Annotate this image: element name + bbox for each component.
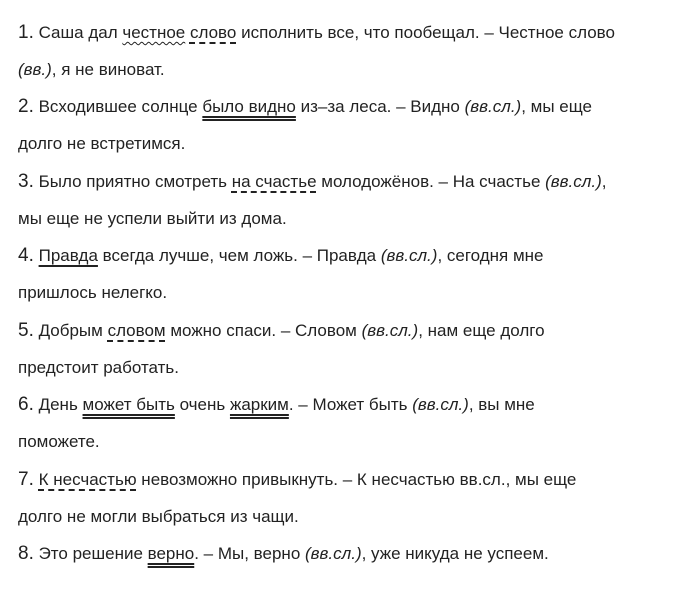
- sentence-text: , уже никуда не успеем.: [361, 544, 549, 563]
- sentence-text: поможете.: [18, 432, 100, 451]
- item-number: 8.: [18, 543, 34, 564]
- sentence-text: , вы мне: [468, 395, 535, 414]
- sentence-text: всегда лучше, чем ложь. – Правда: [97, 246, 381, 265]
- item-number: 6.: [18, 394, 34, 415]
- item-8-line-1: [18, 543, 549, 565]
- item-number: 2.: [18, 96, 34, 117]
- sentence-text: . – Мы, верно: [194, 544, 305, 563]
- sentence-text: невозможно привыкнуть. – К несчастью вв.сл., мы еще: [136, 470, 577, 489]
- parenthetical-note: (вв.сл.): [305, 544, 362, 563]
- item-4-line-2: [18, 282, 167, 304]
- item-number: 3.: [18, 171, 34, 192]
- sentence-text: ,: [601, 172, 607, 191]
- sentence-text: предстоит работать.: [18, 358, 179, 377]
- parenthetical-note: (вв.сл.): [380, 246, 438, 265]
- underlined-word: слово: [189, 23, 237, 42]
- sentence-text: . – Может быть: [288, 395, 413, 414]
- sentence-text: долго не могли выбраться из чащи.: [18, 507, 299, 526]
- sentence-text: День: [33, 395, 83, 414]
- item-3-line-2: [18, 208, 287, 230]
- underlined-word: жарким: [229, 395, 289, 414]
- underlined-word: честное: [122, 23, 186, 42]
- item-3-line-1: [18, 171, 606, 193]
- parenthetical-note: (вв.): [18, 60, 52, 79]
- underlined-word: К несчастью: [38, 470, 137, 489]
- underlined-word: может быть: [82, 395, 175, 414]
- underlined-word: Правда: [38, 246, 98, 265]
- item-6-line-1: [18, 394, 535, 416]
- item-5-line-2: [18, 357, 179, 379]
- item-number: 1.: [18, 22, 34, 43]
- item-7-line-2: [18, 506, 299, 528]
- item-2-line-1: [18, 96, 592, 118]
- item-4-line-1: [18, 245, 544, 267]
- item-1-line-2: [18, 59, 165, 81]
- sentence-text: , я не виноват.: [51, 60, 165, 79]
- sentence-text: пришлось нелегко.: [18, 283, 168, 302]
- sentence-text: можно спаси. – Словом: [165, 321, 362, 340]
- sentence-text: из–за леса. – Видно: [295, 97, 465, 116]
- item-number: 4.: [18, 245, 34, 266]
- sentence-text: молодожёнов. – На счастье: [316, 172, 546, 191]
- sentence-text: очень: [174, 395, 230, 414]
- item-2-line-2: [18, 133, 185, 155]
- sentence-text: , нам еще долго: [418, 321, 545, 340]
- underlined-word: было видно: [202, 97, 296, 116]
- underlined-word: словом: [107, 321, 166, 340]
- item-7-line-1: [18, 469, 576, 491]
- sentence-text: долго не встретимся.: [18, 134, 186, 153]
- sentence-text: Это решение: [33, 544, 148, 563]
- underlined-word: на счастье: [231, 172, 317, 191]
- item-5-line-1: [18, 320, 545, 342]
- sentence-text: Добрым: [33, 321, 108, 340]
- item-6-line-2: [18, 431, 100, 453]
- underlined-word: верно: [147, 544, 195, 563]
- item-number: 7.: [18, 469, 34, 490]
- sentence-text: исполнить все, что пообещал. – Честное слово: [236, 23, 615, 42]
- parenthetical-note: (вв.сл.): [412, 395, 469, 414]
- sentence-text: , мы еще: [521, 97, 592, 116]
- parenthetical-note: (вв.сл.): [545, 172, 602, 191]
- sentence-text: Было приятно смотреть: [33, 172, 232, 191]
- item-number: 5.: [18, 320, 34, 341]
- sentence-text: Саша дал: [33, 23, 123, 42]
- parenthetical-note: (вв.сл.): [361, 321, 419, 340]
- sentence-text: мы еще не успели выйти из дома.: [18, 209, 287, 228]
- item-1-line-1: [18, 22, 615, 44]
- sentence-text: , сегодня мне: [437, 246, 544, 265]
- parenthetical-note: (вв.сл.): [464, 97, 522, 116]
- sentence-text: Всходившее солнце: [33, 97, 203, 116]
